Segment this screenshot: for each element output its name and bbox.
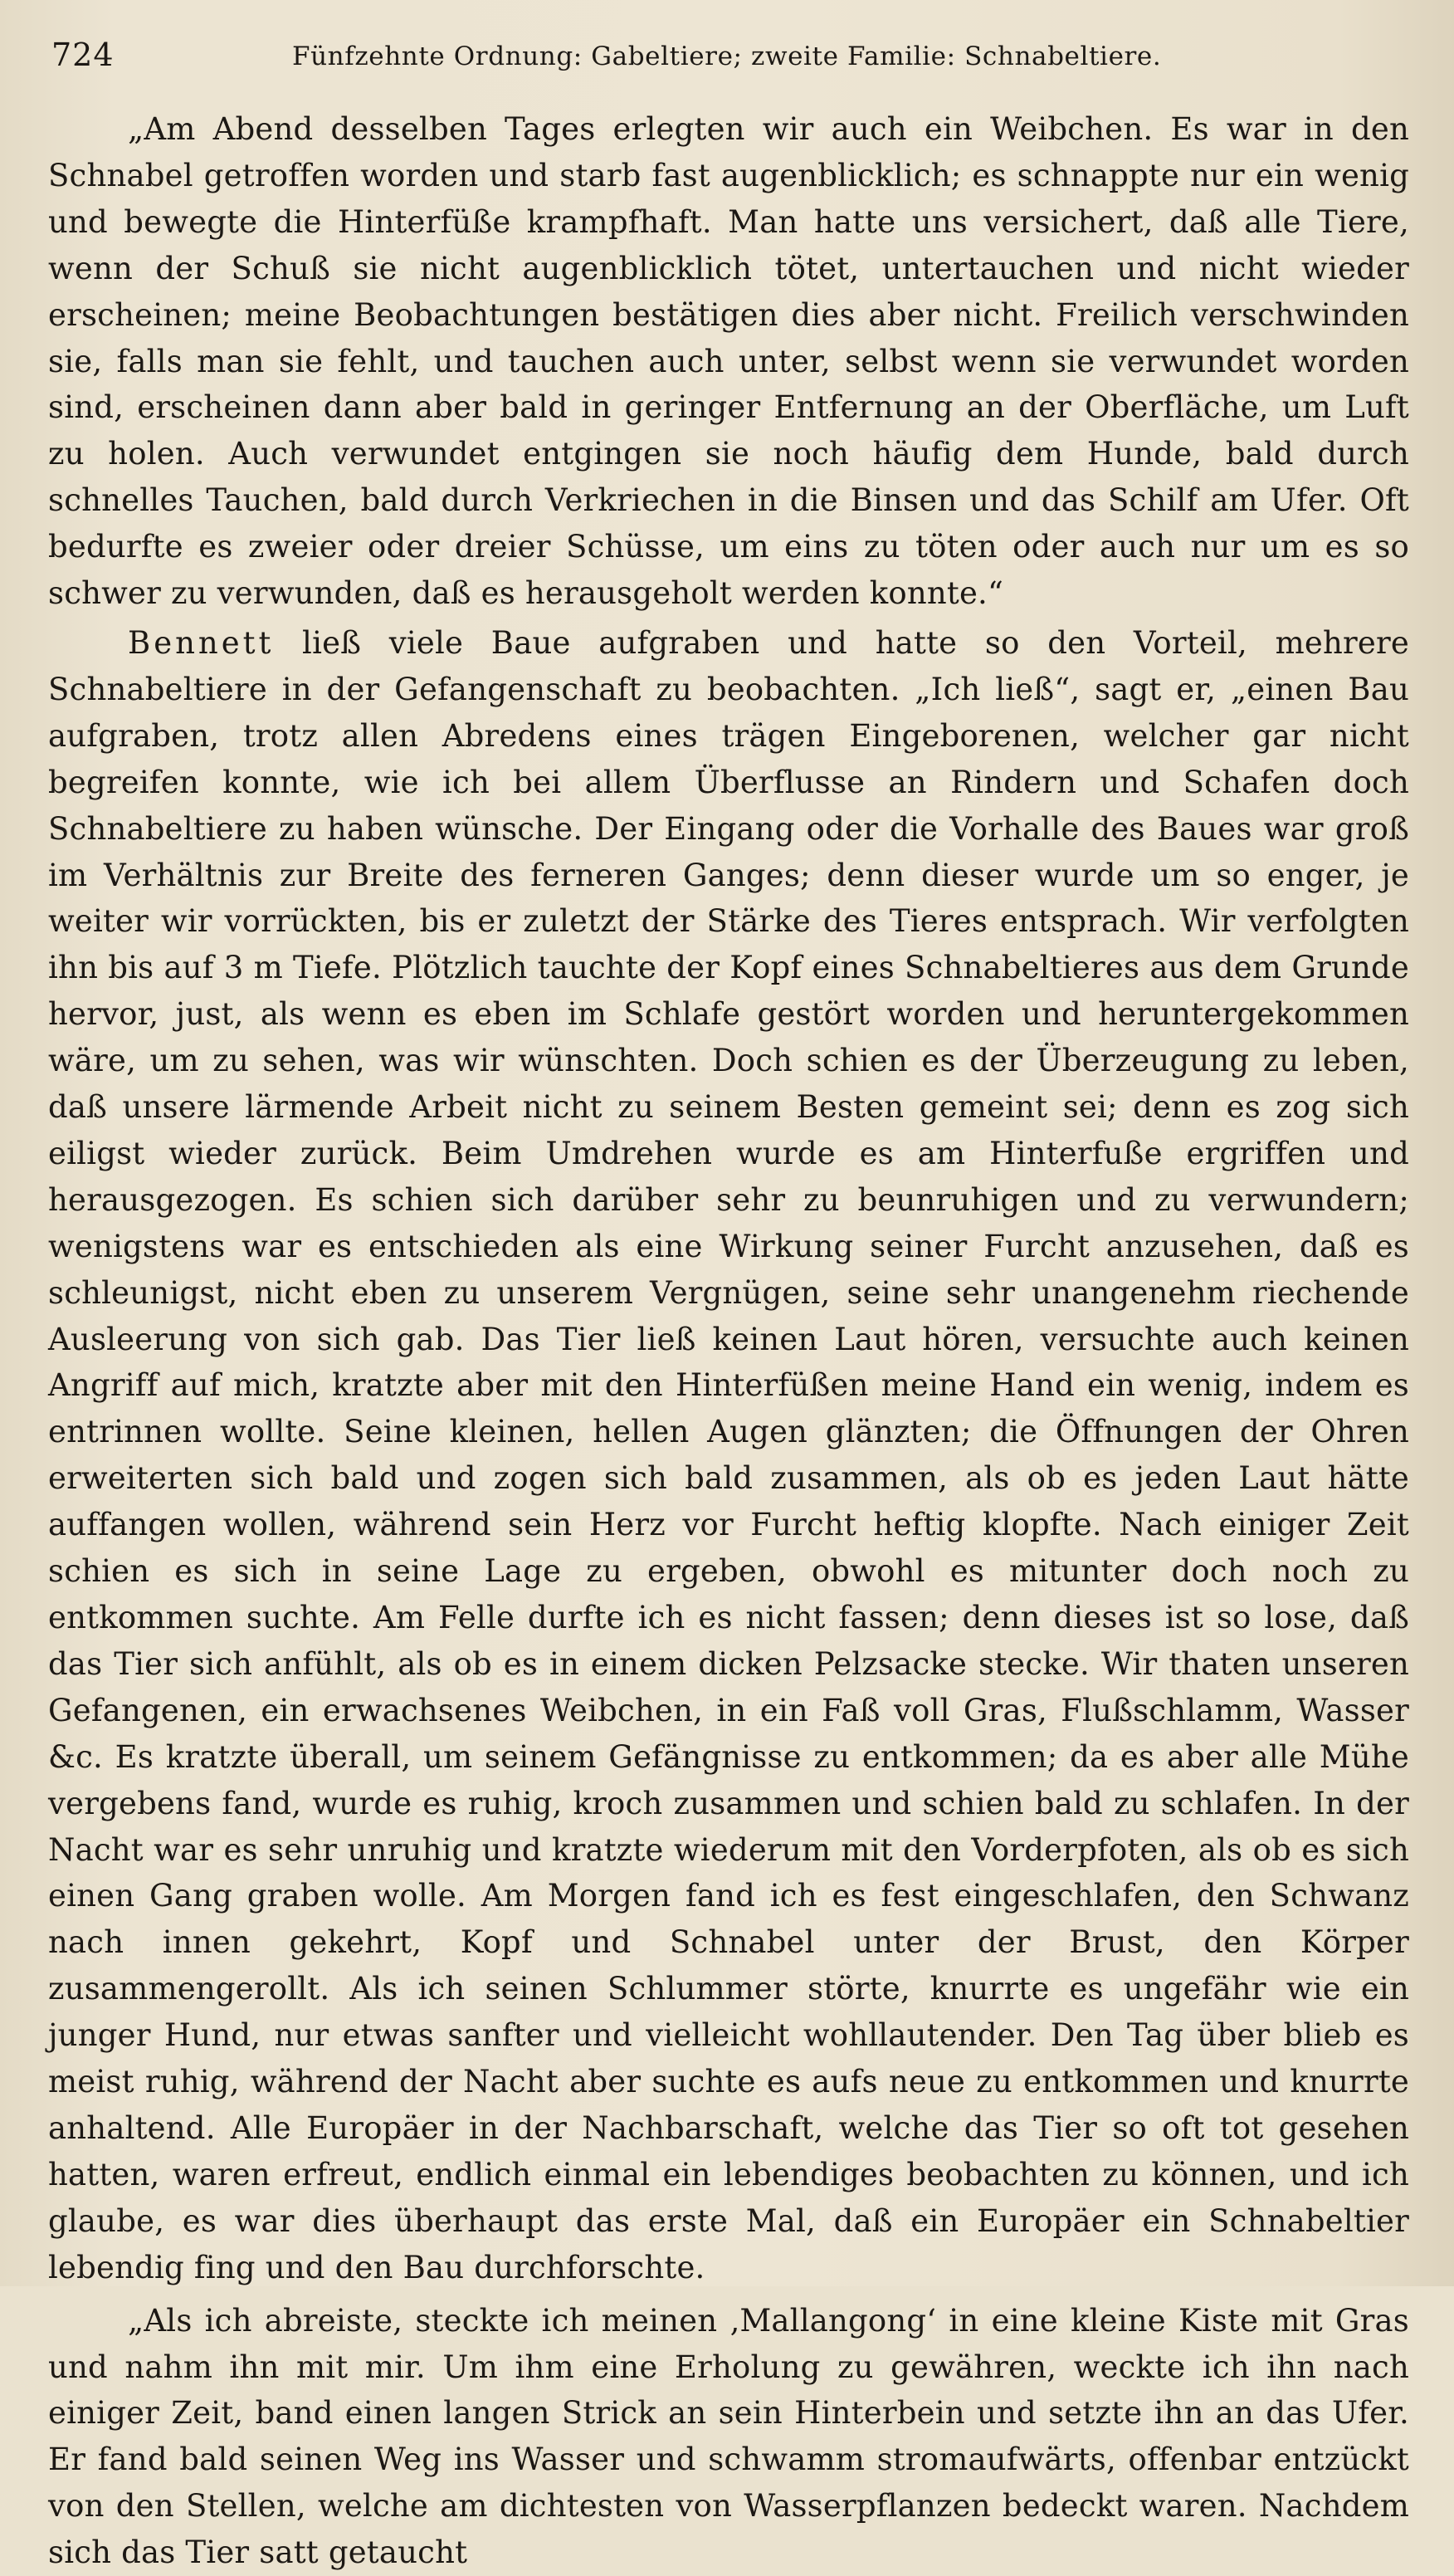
paragraph-1: „Am Abend desselben Tages erlegten wir auch ein Weibchen. Es war in den Schnabel getroffen worden und starb fast augenblicklich; es schnappte nur ein wenig und bewegte die Hinterfüße krampfhaft. Man hatte uns versichert, daß alle Tiere, wenn der Schuß sie nicht augenblicklich tötet, untertauchen und nicht wieder erscheinen; meine Beobachtungen bestätigen dies aber nicht. Freilich verschwinden sie, falls man sie fehlt, und tauchen auch unter, selbst wenn sie verwundet worden sind, erscheinen dann aber bald in geringer Entfernung an der Oberfläche, um Luft zu holen. Auch verwundet entgingen sie noch häufig dem Hunde, bald durch schnelles Tauchen, bald durch Verkriechen in die Binsen und das Schilf am Ufer. Oft bedurfte es zweier oder dreier Schüsse, um eins zu töten oder auch nur um es so schwer zu verwunden, daß es herausgeholt werden konnte.“ bbox=[48, 111, 1409, 612]
paragraph-2-text: ließ viele Baue aufgraben und hatte so den Vorteil, mehrere Schnabeltiere in der Gefangenschaft zu beobachten. „Ich ließ“, sagt er, „einen Bau aufgraben, trotz allen Abredens eines trägen Eingeborenen, welcher gar nicht begreifen konnte, wie ich bei allem Überflusse an Rindern und Schafen doch Schnabeltiere zu haben wünsche. Der Eingang oder die Vorhalle des Baues war groß im Verhältnis zur Breite des ferneren Ganges; denn dieser wurde um so enger, je weiter wir vorrückten, bis er zuletzt der Stärke des Tieres entsprach. Wir verfolgten ihn bis auf 3 m Tiefe. Plötzlich tauchte der Kopf eines Schnabeltieres aus dem Grunde hervor, just, als wenn es eben im Schlafe gestört worden und heruntergekommen wäre, um zu sehen, was wir wünschten. Doch schien es der Überzeugung zu leben, daß unsere lärmende Arbeit nicht zu seinem Besten gemeint sei; denn es zog sich eiligst wieder zurück. Beim Umdrehen wurde es am Hinterfuße ergriffen und herausgezogen. Es schien sich darüber sehr zu beunruhigen und zu verwundern; wenigstens war es entschieden als eine Wirkung seiner Furcht anzusehen, daß es schleunigst, nicht eben zu unserem Vergnügen, seine sehr unangenehm riechende Ausleerung von sich gab. Das Tier ließ keinen Laut hören, versuchte auch keinen Angriff auf mich, kratzte aber mit den Hinterfüßen meine Hand ein wenig, indem es entrinnen wollte. Seine kleinen, hellen Augen glänzten; die Öffnungen der Ohren erweiterten sich bald und zogen sich bald zusammen, als ob es jeden Laut hätte auffangen wollen, während sein Herz vor Furcht heftig klopfte. Nach einiger Zeit schien es sich in seine Lage zu ergeben, obwohl es mitunter doch noch zu entkommen suchte. Am Felle durfte ich es nicht fassen; denn dieses ist so lose, daß das Tier sich anfühlt, als ob es in einem dicken Pelzsacke stecke. Wir thaten unseren Gefangenen, ein erwachsenes Weibchen, in ein Faß voll Gras, Flußschlamm, Wasser &c. Es kratzte überall, um seinem Gefängnisse zu entkommen; da es aber alle Mühe vergebens fand, wurde es ruhig, kroch zusammen und schien bald zu schlafen. In der Nacht war es sehr unruhig und kratzte wiederum mit den Vorderpfoten, als ob es sich einen Gang graben wolle. Am Morgen fand ich es fest eingeschlafen, den Schwanz nach innen gekehrt, Kopf und Schnabel unter der Brust, den Körper zusammengerollt. Als ich seinen Schlummer störte, knurrte es ungefähr wie ein junger Hund, nur etwas sanfter und vielleicht wohllautender. Den Tag über blieb es meist ruhig, während der Nacht aber suchte es aufs neue zu entkommen und knurrte anhaltend. Alle Europäer in der Nachbarschaft, welche das Tier so oft tot gesehen hatten, waren erfreut, endlich einmal ein lebendiges beobachten zu können, und ich glaube, es war dies überhaupt das erste Mal, daß ein Europäer ein Schnabeltier lebendig fing und den Bau durchforschte. bbox=[48, 624, 1409, 2285]
running-head: Fünfzehnte Ordnung: Gabeltiere; zweite Familie: Schnabeltiere. bbox=[292, 42, 1162, 71]
page-header bbox=[51, 32, 1396, 81]
paragraph-2 bbox=[48, 620, 1409, 2291]
body-text bbox=[48, 106, 1409, 2576]
author-name-bennett: Bennett bbox=[128, 624, 275, 661]
paragraph-3: „Als ich abreiste, steckte ich meinen ‚Mallangong‘ in eine kleine Kiste mit Gras und nahm ihn mit mir. Um ihm eine Erholung zu gewähren, weckte ich ihn nach einiger Zeit, band einen langen Strick an sein Hinterbein und setzte ihn an das Ufer. Er fand bald seinen Weg ins Wasser und schwamm stromaufwärts, offenbar entzückt von den Stellen, welche am dichtesten von Wasserpflanzen bedeckt waren. Nachdem sich das Tier satt getaucht bbox=[48, 2302, 1409, 2571]
page-number: 724 bbox=[51, 37, 115, 73]
